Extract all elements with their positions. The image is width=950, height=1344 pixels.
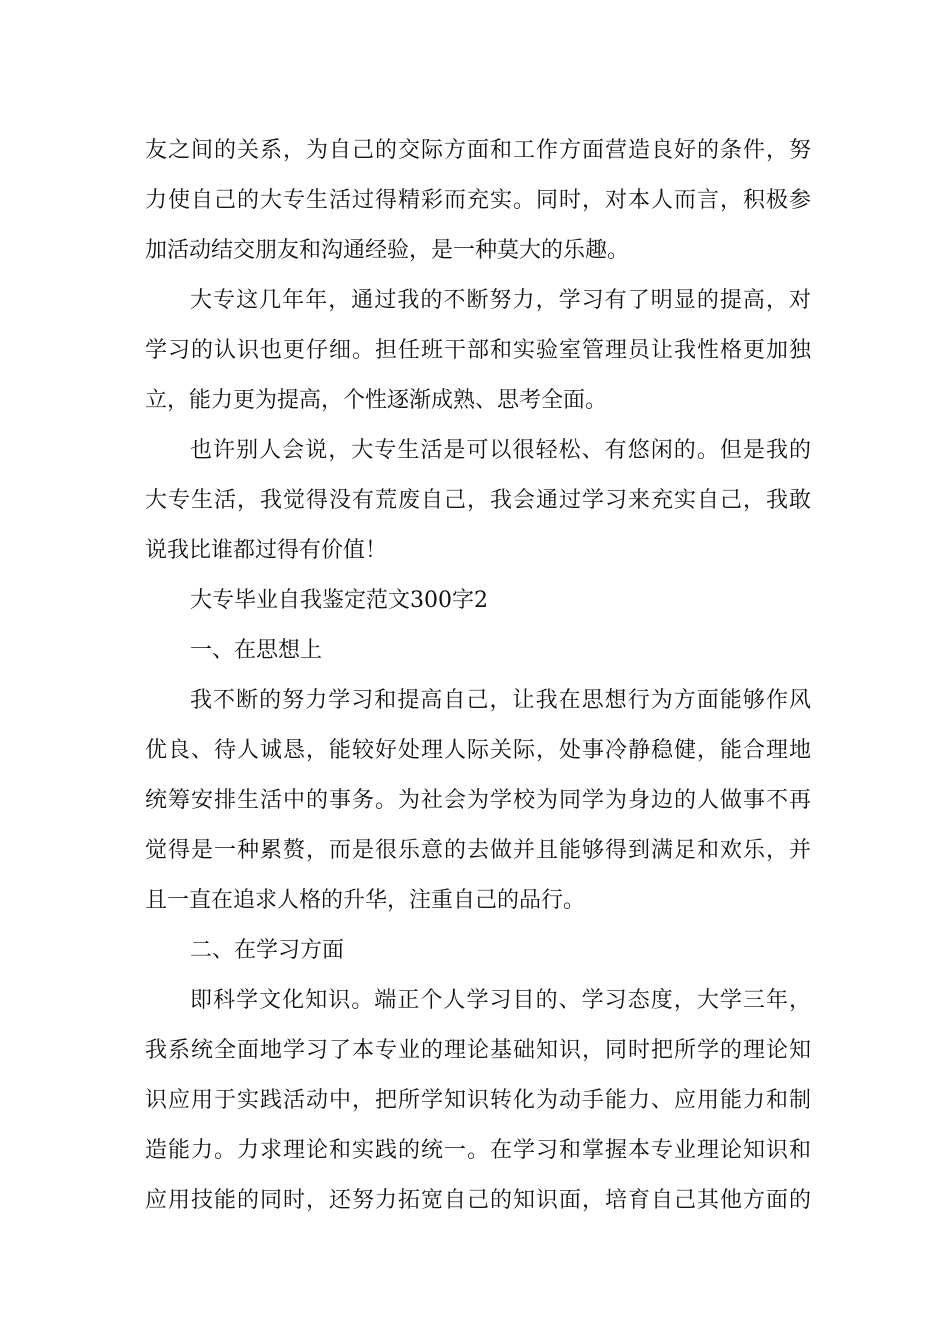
text-line: 识应用于实践活动中，把所学知识转化为动手能力、应用能力和制 <box>145 1088 811 1113</box>
subsection-heading: 一、在思想上 <box>190 638 323 663</box>
text-line: 统筹安排生活中的事务。为社会为学校为同学为身边的人做事不再 <box>145 788 811 813</box>
text-line: 我系统全面地学习了本专业的理论基础知识，同时把所学的理论知 <box>145 1038 811 1063</box>
paragraph-first-line: 也许别人会说，大专生活是可以很轻松、有悠闲的。但是我的 <box>190 438 811 463</box>
text-line: 说我比谁都过得有价值！ <box>145 538 388 563</box>
text-line: 加活动结交朋友和沟通经验，是一种莫大的乐趣。 <box>145 238 630 263</box>
text-line: 应用技能的同时，还努力拓宽自己的知识面，培育自己其他方面的 <box>145 1188 811 1213</box>
text-line: 立，能力更为提高，个性逐渐成熟、思考全面。 <box>145 388 608 413</box>
text-line: 友之间的关系，为自己的交际方面和工作方面营造良好的条件，努 <box>145 138 811 163</box>
text-line: 造能力。力求理论和实践的统一。在学习和掌握本专业理论知识和 <box>145 1138 811 1163</box>
text-line: 力使自己的大专生活过得精彩而充实。同时，对本人而言，积极参 <box>145 188 811 213</box>
paragraph-first-line: 我不断的努力学习和提高自己，让我在思想行为方面能够作风 <box>190 688 811 713</box>
paragraph-first-line: 即科学文化知识。端正个人学习目的、学习态度，大学三年， <box>190 988 811 1013</box>
text-line: 优良、待人诚恳，能较好处理人际关际，处事冷静稳健，能合理地 <box>145 738 811 763</box>
document-body <box>145 126 811 1226</box>
paragraph-first-line: 大专这几年年，通过我的不断努力，学习有了明显的提高，对 <box>190 288 811 313</box>
subsection-heading: 二、在学习方面 <box>190 938 345 963</box>
section-heading: 大专毕业自我鉴定范文300字2 <box>190 588 488 613</box>
text-line: 大专生活，我觉得没有荒废自己，我会通过学习来充实自己，我敢 <box>145 488 811 513</box>
text-line: 且一直在追求人格的升华，注重自己的品行。 <box>145 888 586 913</box>
text-line: 学习的认识也更仔细。担任班干部和实验室管理员让我性格更加独 <box>145 338 811 363</box>
text-line: 觉得是一种累赘，而是很乐意的去做并且能够得到满足和欢乐，并 <box>145 838 811 863</box>
